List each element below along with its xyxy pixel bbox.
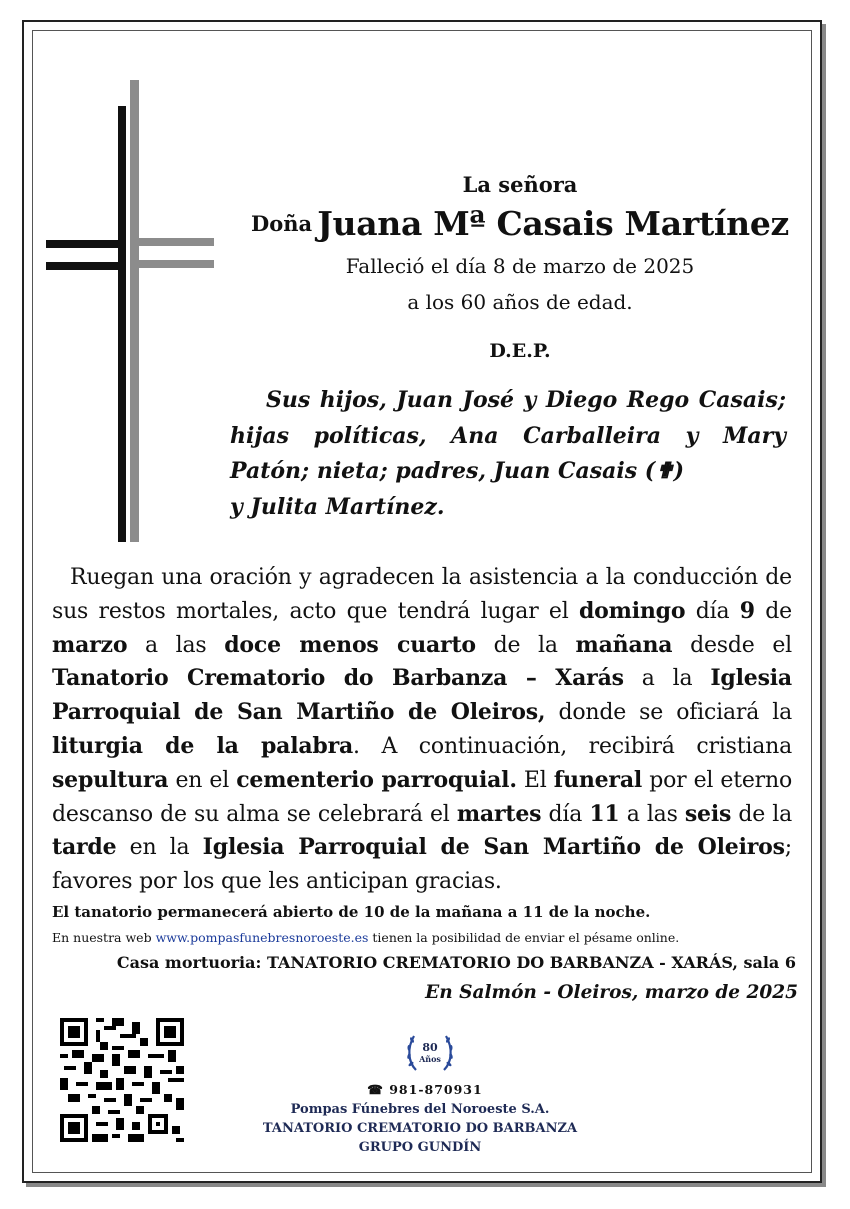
frame-shadow xyxy=(822,24,826,1187)
body-highlight: liturgia de la palabra xyxy=(52,732,354,759)
body-text: día xyxy=(541,801,590,827)
body-highlight: 9 xyxy=(739,597,755,624)
death-date: Falleció el día 8 de marzo de 2025 xyxy=(345,254,695,278)
tanatorio-hours: El tanatorio permanecerá abierto de 10 de la mañana a 11 de la noche. xyxy=(52,903,651,921)
body-highlight: domingo xyxy=(578,597,686,624)
family-tail: y Julita Martínez. xyxy=(230,493,445,520)
cross-icon xyxy=(46,80,216,542)
logo-text-80: 80 xyxy=(422,1041,438,1054)
body-highlight: mañana xyxy=(575,631,673,658)
body-text: por el eterno descanso de su alma se celebrará el xyxy=(52,767,792,827)
dep: D.E.P. xyxy=(489,340,551,362)
body-text: a las xyxy=(127,632,225,658)
body-text: de la xyxy=(475,632,576,658)
qr-code[interactable] xyxy=(60,1018,184,1142)
body-text: El xyxy=(516,767,554,793)
web-pre: En nuestra web xyxy=(52,930,156,945)
name-prefix: Doña xyxy=(251,211,313,236)
ceremony-text xyxy=(52,561,792,899)
body-highlight: Iglesia Parroquial de San Martiño de Oleiros, xyxy=(52,665,792,726)
casa-mortuoria xyxy=(52,953,796,972)
laurel-80-anos-logo xyxy=(402,1024,458,1080)
body-highlight: tarde xyxy=(52,834,117,861)
company-group: GRUPO GUNDÍN xyxy=(358,1140,482,1155)
body-highlight: Tanatorio Crematorio do Barbanza – Xarás xyxy=(52,665,624,692)
company-name: Pompas Fúnebres del Noroeste S.A. xyxy=(290,1102,550,1117)
body-text: de la xyxy=(731,801,793,827)
web-notice xyxy=(52,930,792,945)
phone-number xyxy=(300,1082,550,1097)
body-highlight: martes xyxy=(456,800,542,827)
body-highlight: marzo xyxy=(52,631,128,658)
body-highlight: sepultura xyxy=(52,766,169,793)
body-highlight: funeral xyxy=(553,766,643,793)
casa-label: Casa mortuoria: xyxy=(116,953,262,972)
body-highlight: cementerio parroquial. xyxy=(236,766,517,793)
web-post: tienen la posibilidad de enviar el pésame online. xyxy=(368,930,680,945)
frame-shadow xyxy=(26,1183,826,1187)
body-highlight: seis xyxy=(684,800,732,827)
body-text: en la xyxy=(116,835,203,861)
website-link[interactable]: www.pompasfunebresnoroeste.es xyxy=(155,930,369,945)
body-highlight: Iglesia Parroquial de San Martiño de Oleiros xyxy=(202,834,785,861)
body-text: ; favores por los que les anticipan gracias. xyxy=(52,835,793,895)
age: a los 60 años de edad. xyxy=(407,290,633,314)
body-text: día xyxy=(685,598,740,624)
body-text: de xyxy=(754,598,792,624)
company-block xyxy=(240,1100,600,1157)
intro-heading: La señora xyxy=(462,172,578,197)
body-text: a las xyxy=(619,801,685,827)
body-text: . A continuación, recibirá cristiana xyxy=(353,733,792,759)
family-members xyxy=(230,383,786,525)
casa-value: TANATORIO CREMATORIO DO BARBANZA - XARÁS, sala 6 xyxy=(261,953,796,972)
body-text: a la xyxy=(623,666,711,692)
place-date: En Salmón - Oleiros, marzo de 2025 xyxy=(425,982,798,1003)
deceased-name xyxy=(240,204,800,243)
company-tanatorio: TANATORIO CREMATORIO DO BARBANZA xyxy=(262,1121,578,1136)
body-text: donde se oficiará la xyxy=(545,700,792,726)
logo-text-anos: Años xyxy=(419,1054,441,1064)
name-text: Juana Mª Casais Martínez xyxy=(317,204,789,243)
body-text: en el xyxy=(168,767,237,793)
body-highlight: doce menos cuarto xyxy=(224,631,476,658)
body-text: desde el xyxy=(672,632,792,658)
body-highlight: 11 xyxy=(589,800,620,827)
family-main: Sus hijos, Juan José y Diego Rego Casais; hijas políticas, Ana Carballeira y Mary Patón; nieta; padres, Juan Casais (✟) xyxy=(230,387,786,484)
phone-icon: ☎ xyxy=(367,1082,384,1097)
body-text: Ruegan una oración y agradecen la asistencia a la conducción de sus restos mortales, acto que tendrá lugar el xyxy=(52,565,792,624)
phone-text: 981-870931 xyxy=(389,1082,483,1097)
